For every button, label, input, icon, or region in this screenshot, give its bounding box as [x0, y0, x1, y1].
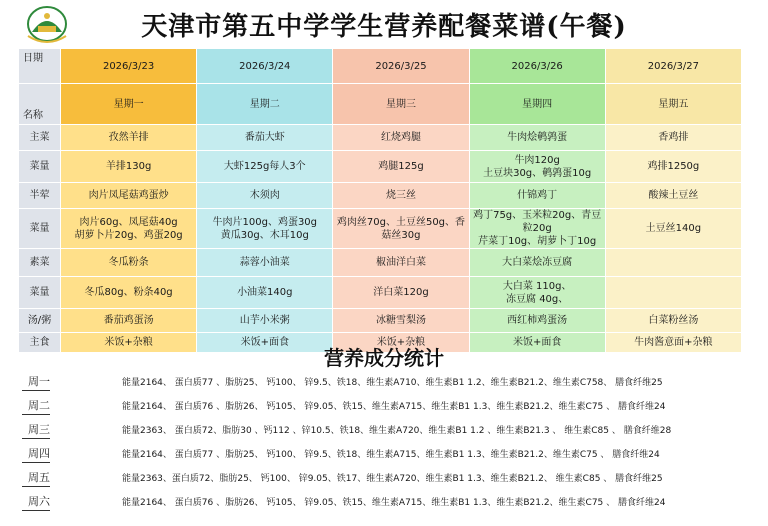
menu-cell: 牛肉烩鹌鹑蛋 — [469, 125, 605, 151]
menu-cell: 香鸡排 — [605, 125, 741, 151]
menu-cell: 山芋小米粥 — [197, 309, 333, 333]
nutrition-day: 周三 — [28, 423, 50, 436]
menu-cell: 肉片凤尾菇鸡蛋炒 — [61, 183, 197, 209]
nutrition-day: 周六 — [28, 495, 50, 508]
nutrition-day: 周二 — [28, 399, 50, 412]
date-cell: 2026/3/27 — [605, 49, 741, 84]
nutrition-divider — [22, 510, 50, 511]
weekday-cell: 星期四 — [469, 84, 605, 125]
row-label: 半荤 — [19, 183, 61, 209]
menu-cell: 大白菜 110g、 冻豆腐 40g、 — [469, 277, 605, 309]
nutrition-divider — [22, 390, 50, 391]
menu-cell: 鸡肉丝70g、土豆丝50g、香菇丝30g — [333, 209, 469, 249]
menu-cell: 烧三丝 — [333, 183, 469, 209]
name-header-label: 名称 — [19, 84, 61, 125]
menu-cell: 木须肉 — [197, 183, 333, 209]
nutrition-divider — [22, 438, 50, 439]
date-cell: 2026/3/26 — [469, 49, 605, 84]
menu-cell: 椒油洋白菜 — [333, 249, 469, 277]
nutrition-row — [22, 394, 742, 416]
menu-row — [19, 125, 742, 151]
menu-cell: 什锦鸡丁 — [469, 183, 605, 209]
menu-cell: 西红柿鸡蛋汤 — [469, 309, 605, 333]
menu-cell: 冬瓜粉条 — [61, 249, 197, 277]
menu-row — [19, 249, 742, 277]
nutrition-day: 周五 — [28, 471, 50, 484]
menu-cell: 洋白菜120g — [333, 277, 469, 309]
menu-cell: 牛肉酱意面+杂粮 — [605, 333, 741, 353]
menu-cell: 羊排130g — [61, 151, 197, 183]
menu-cell: 孜然羊排 — [61, 125, 197, 151]
menu-row — [19, 277, 742, 309]
menu-body — [19, 125, 742, 353]
row-label: 主食 — [19, 333, 61, 353]
nutrition-values: 能量2164、 蛋白质77 、脂肪25、 钙100、 锌9.5、铁18、维生素A715、维生素B1 1.3、维生素B21.2、维生素C75 、 膳食纤维24 — [122, 449, 660, 460]
weekday-cell: 星期一 — [61, 84, 197, 125]
row-label: 菜量 — [19, 277, 61, 309]
menu-cell: 蒜蓉小油菜 — [197, 249, 333, 277]
menu-cell — [605, 249, 741, 277]
menu-cell: 米饭+杂粮 — [333, 333, 469, 353]
menu-row — [19, 151, 742, 183]
weekday-cell: 星期五 — [605, 84, 741, 125]
weekday-cell: 星期三 — [333, 84, 469, 125]
nutrition-row — [22, 490, 742, 512]
nutrition-values: 能量2363、 蛋白质72、脂肪30 、钙112 、锌10.5、铁18、维生素A720、维生素B1 1.2 、维生素B21.3 、 维生素C85 、 膳食纤维28 — [122, 425, 672, 436]
menu-row — [19, 309, 742, 333]
nutrition-title: 营养成分统计 — [324, 346, 444, 370]
nutrition-divider — [22, 414, 50, 415]
page-title: 天津市第五中学学生营养配餐菜谱(午餐) — [141, 12, 627, 42]
weekday-cell: 星期二 — [197, 84, 333, 125]
nutrition-values: 能量2164、 蛋白质77 、脂肪25、 钙100、 锌9.5、铁18、维生素A710、维生素B1 1.2、维生素B21.2、维生素C758、 膳食纤维25 — [122, 377, 663, 388]
menu-cell: 米饭+面食 — [197, 333, 333, 353]
menu-cell: 番茄大虾 — [197, 125, 333, 151]
nutrition-row — [22, 370, 742, 392]
menu-row — [19, 183, 742, 209]
menu-cell: 红烧鸡腿 — [333, 125, 469, 151]
date-cell: 2026/3/23 — [61, 49, 197, 84]
menu-cell: 牛肉片100g、鸡蛋30g 黄瓜30g、木耳10g — [197, 209, 333, 249]
date-cell: 2026/3/25 — [333, 49, 469, 84]
row-label: 素菜 — [19, 249, 61, 277]
menu-cell: 番茄鸡蛋汤 — [61, 309, 197, 333]
nutrition-values: 能量2164、 蛋白质76 、脂肪26、 钙105、 锌9.05、铁15、维生素A715、维生素B1 1.3、维生素B21.2、维生素C75 、 膳食纤维24 — [122, 497, 666, 508]
menu-cell: 鸡丁75g、玉米粒20g、青豆粒20g 芹菜丁10g、胡萝卜丁10g — [469, 209, 605, 249]
nutrition-day: 周四 — [28, 447, 50, 460]
row-label: 汤/粥 — [19, 309, 61, 333]
nutrition-day: 周一 — [28, 375, 50, 388]
row-label: 菜量 — [19, 151, 61, 183]
row-label: 主菜 — [19, 125, 61, 151]
menu-cell: 米饭+杂粮 — [61, 333, 197, 353]
menu-cell: 大虾125g每人3个 — [197, 151, 333, 183]
nutrition-row — [22, 418, 742, 440]
menu-cell: 土豆丝140g — [605, 209, 741, 249]
nutrition-divider — [22, 462, 50, 463]
nutrition-row — [22, 466, 742, 488]
menu-cell: 白菜粉丝汤 — [605, 309, 741, 333]
date-cell: 2026/3/24 — [197, 49, 333, 84]
menu-cell: 米饭+面食 — [469, 333, 605, 353]
menu-cell: 酸辣土豆丝 — [605, 183, 741, 209]
menu-cell: 小油菜140g — [197, 277, 333, 309]
nutrition-values: 能量2363、蛋白质72、脂肪25、 钙100、 锌9.05、铁17、维生素A720、维生素B1 1.3、维生素B21.2、 维生素C85 、 膳食纤维25 — [122, 473, 663, 484]
row-label: 菜量 — [19, 209, 61, 249]
menu-row — [19, 209, 742, 249]
menu-cell — [605, 277, 741, 309]
nutrition-row — [22, 442, 742, 464]
nutrition-divider — [22, 486, 50, 487]
menu-cell: 牛肉120g 土豆块30g、鹌鹑蛋10g — [469, 151, 605, 183]
menu-cell: 鸡腿125g — [333, 151, 469, 183]
menu-cell: 冰糖雪梨汤 — [333, 309, 469, 333]
date-header-label: 日期 — [19, 49, 61, 84]
menu-cell: 大白菜烩冻豆腐 — [469, 249, 605, 277]
menu-cell: 鸡排1250g — [605, 151, 741, 183]
menu-table — [18, 48, 742, 353]
menu-cell: 冬瓜80g、粉条40g — [61, 277, 197, 309]
nutrition-values: 能量2164、 蛋白质76 、脂肪26、 钙105、 锌9.05、铁15、维生素A715、维生素B1 1.3、维生素B21.2、维生素C75 、 膳食纤维24 — [122, 401, 666, 412]
menu-cell: 肉片60g、凤尾菇40g 胡萝卜片20g、鸡蛋20g — [61, 209, 197, 249]
